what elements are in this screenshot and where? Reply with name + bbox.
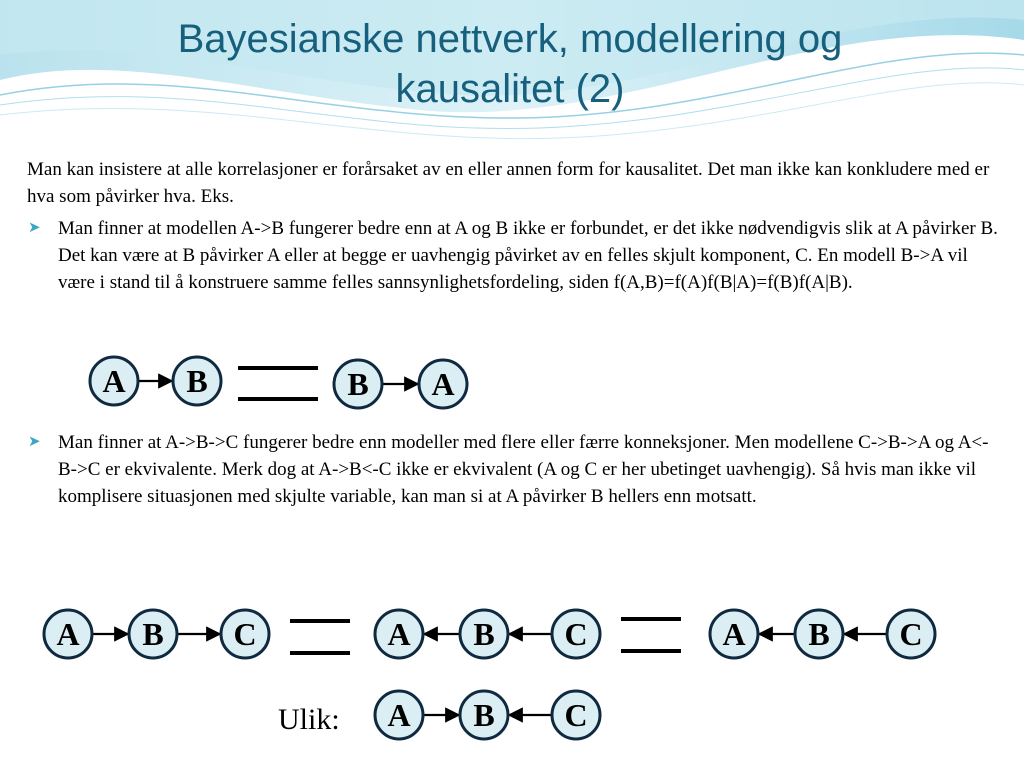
svg-text:C: C xyxy=(564,697,588,733)
node-c xyxy=(887,610,935,658)
svg-text:B: B xyxy=(186,363,208,399)
svg-text:A: A xyxy=(102,363,126,399)
svg-text:A: A xyxy=(387,616,411,652)
node-c xyxy=(552,610,600,658)
svg-text:B: B xyxy=(473,697,495,733)
node-a xyxy=(375,691,423,739)
svg-text:A: A xyxy=(722,616,746,652)
svg-text:C: C xyxy=(899,616,923,652)
node-b xyxy=(129,610,177,658)
bullet-item-2: Man finner at A->B->C fungerer bedre enn modeller med flere eller færre konneksjoner. Men modellene C->B->A og A<-B->C er ekvivalente. Merk dog at A->B<-C ikke er ekvivalent (A og C er her ubetinget uavhengig). Så hvis man ikke vil komplisere situasjonen med skjulte variable, kan man si at A påvirker B hellers enn motsatt. xyxy=(58,432,989,507)
node-c xyxy=(221,610,269,658)
svg-text:B: B xyxy=(347,366,369,402)
node-c xyxy=(552,691,600,739)
svg-text:B: B xyxy=(808,616,830,652)
node-b xyxy=(173,357,221,405)
intro-paragraph: Man kan insistere at alle korrelasjoner er forårsaket av en eller annen form for kausalitet. Det man ikke kan konkludere med er hva som påvirker hva. Eks. xyxy=(27,159,990,207)
node-b xyxy=(795,610,843,658)
svg-text:C: C xyxy=(564,616,588,652)
svg-text:A: A xyxy=(387,697,411,733)
slide-title: Bayesianske nettverk, modellering og kausalitet (2) xyxy=(177,17,843,111)
svg-text:A: A xyxy=(56,616,80,652)
svg-text:B: B xyxy=(142,616,164,652)
svg-text:B: B xyxy=(473,616,495,652)
node-a xyxy=(419,360,467,408)
node-a xyxy=(375,610,423,658)
node-a xyxy=(90,357,138,405)
node-a xyxy=(710,610,758,658)
node-a xyxy=(44,610,92,658)
arrow-bullet-icon: ➤ xyxy=(28,434,41,450)
node-b xyxy=(460,691,508,739)
node-b xyxy=(460,610,508,658)
svg-text:A: A xyxy=(431,366,455,402)
arrow-bullet-icon: ➤ xyxy=(28,220,41,236)
bullet-item-1: Man finner at modellen A->B fungerer bedre enn at A og B ikke er forbundet, er det ikke nødvendigvis slik at A påvirker B. Det kan være at B påvirker A eller at begge er uavhengig påvirket av en felles skjult komponent, C. En modell B->A vil være i stand til å konstruere samme felles sannsynlighetsfordeling, siden f(A,B)=f(A)f(B|A)=f(B)f(A|B). xyxy=(58,218,998,293)
svg-text:C: C xyxy=(233,616,257,652)
ulik-label: Ulik: xyxy=(278,703,340,736)
node-b xyxy=(334,360,382,408)
